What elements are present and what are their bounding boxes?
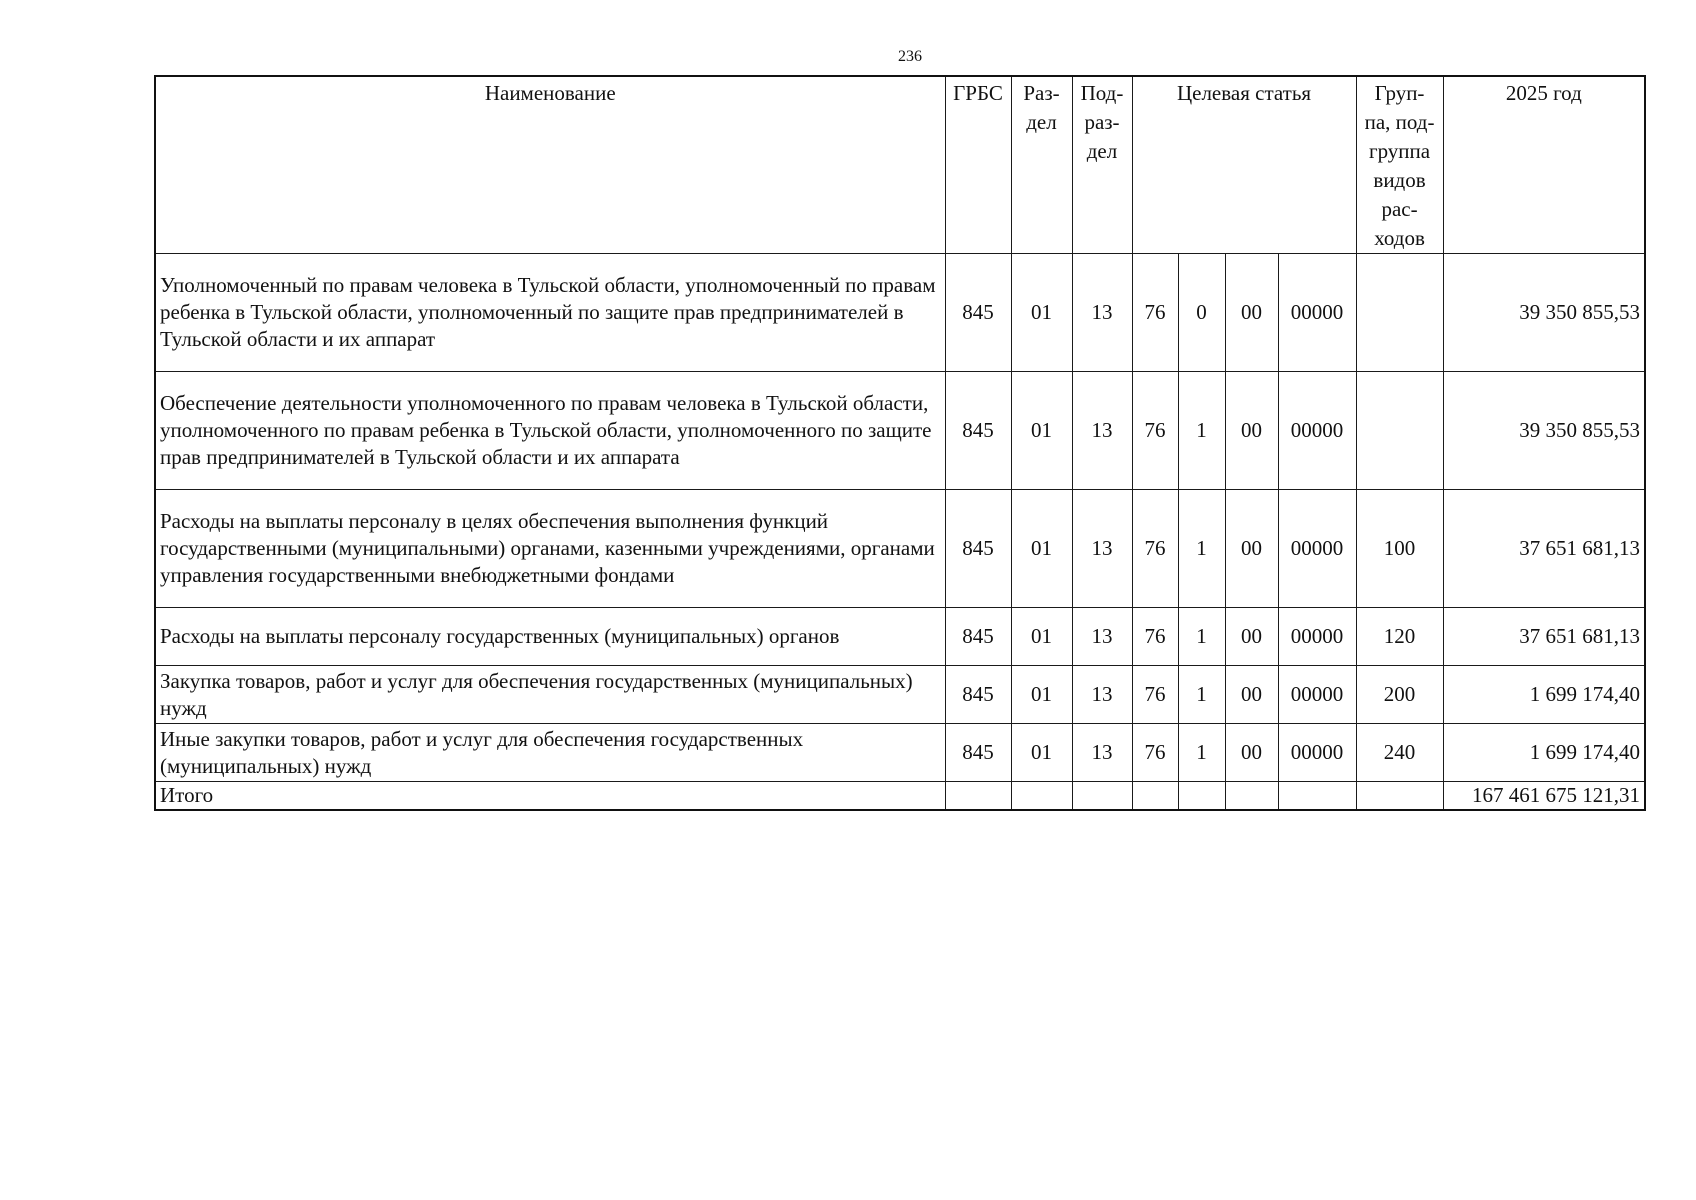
header-year: 2025 год xyxy=(1443,76,1645,254)
row-cs-program: 76 xyxy=(1132,666,1178,724)
row-cs-program: 76 xyxy=(1132,372,1178,490)
row-cs-subprogram: 00 xyxy=(1225,608,1278,666)
table-row xyxy=(155,254,1645,372)
header-name: Наименование xyxy=(155,76,945,254)
row-amount: 39 350 855,53 xyxy=(1443,254,1645,372)
row-cs-type: 1 xyxy=(1178,666,1225,724)
row-cs-program: 76 xyxy=(1132,490,1178,608)
row-cs-type: 1 xyxy=(1178,372,1225,490)
row-name: Иные закупки товаров, работ и услуг для обеспечения государственных (муниципальных) нужд xyxy=(155,724,945,782)
row-grbs: 845 xyxy=(945,372,1011,490)
row-amount: 37 651 681,13 xyxy=(1443,608,1645,666)
header-celevaya-statya: Целевая статья xyxy=(1132,76,1356,254)
row-grbs: 845 xyxy=(945,666,1011,724)
row-amount: 1 699 174,40 xyxy=(1443,724,1645,782)
row-cs-program: 76 xyxy=(1132,254,1178,372)
row-name: Расходы на выплаты персоналу в целях обеспечения выполнения функций государственными (муниципальными) органами, казенными учреждениями, органами управления государственными внебюджетными фондами xyxy=(155,490,945,608)
total-empty-cell xyxy=(1178,782,1225,811)
row-cs-subprogram: 00 xyxy=(1225,372,1278,490)
header-grbs: ГРБС xyxy=(945,76,1011,254)
row-vr xyxy=(1356,254,1443,372)
header-podrazdel: Под- раз- дел xyxy=(1072,76,1132,254)
row-grbs: 845 xyxy=(945,490,1011,608)
row-cs-program: 76 xyxy=(1132,608,1178,666)
row-name: Закупка товаров, работ и услуг для обеспечения государственных (муниципальных) нужд xyxy=(155,666,945,724)
table-row xyxy=(155,608,1645,666)
table-row xyxy=(155,724,1645,782)
total-amount: 167 461 675 121,31 xyxy=(1443,782,1645,811)
row-podrazdel: 13 xyxy=(1072,608,1132,666)
row-cs-subprogram: 00 xyxy=(1225,490,1278,608)
row-cs-direction: 00000 xyxy=(1278,254,1356,372)
row-vr: 100 xyxy=(1356,490,1443,608)
page-number: 236 xyxy=(898,48,922,65)
row-grbs: 845 xyxy=(945,608,1011,666)
total-empty-cell xyxy=(1356,782,1443,811)
total-empty-cell xyxy=(945,782,1011,811)
row-razdel: 01 xyxy=(1011,666,1072,724)
total-row xyxy=(155,782,1645,811)
row-amount: 37 651 681,13 xyxy=(1443,490,1645,608)
total-empty-cell xyxy=(1225,782,1278,811)
row-podrazdel: 13 xyxy=(1072,666,1132,724)
row-name: Расходы на выплаты персоналу государственных (муниципальных) органов xyxy=(155,608,945,666)
table-header-row xyxy=(155,76,1645,254)
row-vr: 120 xyxy=(1356,608,1443,666)
row-cs-type: 0 xyxy=(1178,254,1225,372)
row-name: Уполномоченный по правам человека в Тульской области, уполномоченный по правам ребенка в Тульской области, уполномоченный по защите прав предпринимателей в Тульской области и их аппарат xyxy=(155,254,945,372)
row-podrazdel: 13 xyxy=(1072,490,1132,608)
row-name: Обеспечение деятельности уполномоченного по правам человека в Тульской области, уполномоченного по правам ребенка в Тульской области, уполномоченного по защите прав предпринимателей в Тульской области и их аппарата xyxy=(155,372,945,490)
row-cs-direction: 00000 xyxy=(1278,666,1356,724)
row-cs-direction: 00000 xyxy=(1278,608,1356,666)
table-row xyxy=(155,490,1645,608)
row-grbs: 845 xyxy=(945,254,1011,372)
row-cs-subprogram: 00 xyxy=(1225,724,1278,782)
row-podrazdel: 13 xyxy=(1072,372,1132,490)
budget-table xyxy=(154,75,1646,811)
row-podrazdel: 13 xyxy=(1072,254,1132,372)
row-cs-type: 1 xyxy=(1178,608,1225,666)
header-razdel: Раз- дел xyxy=(1011,76,1072,254)
row-cs-program: 76 xyxy=(1132,724,1178,782)
row-razdel: 01 xyxy=(1011,724,1072,782)
row-vr: 240 xyxy=(1356,724,1443,782)
row-grbs: 845 xyxy=(945,724,1011,782)
total-empty-cell xyxy=(1278,782,1356,811)
row-podrazdel: 13 xyxy=(1072,724,1132,782)
row-amount: 1 699 174,40 xyxy=(1443,666,1645,724)
row-vr: 200 xyxy=(1356,666,1443,724)
total-empty-cell xyxy=(1011,782,1072,811)
table-row xyxy=(155,372,1645,490)
header-gruppa-vidov-rashodov: Груп- па, под- группа видов рас- ходов xyxy=(1356,76,1443,254)
row-cs-direction: 00000 xyxy=(1278,724,1356,782)
row-amount: 39 350 855,53 xyxy=(1443,372,1645,490)
total-label: Итого xyxy=(155,782,945,811)
row-cs-type: 1 xyxy=(1178,724,1225,782)
row-razdel: 01 xyxy=(1011,490,1072,608)
row-cs-type: 1 xyxy=(1178,490,1225,608)
row-vr xyxy=(1356,372,1443,490)
row-razdel: 01 xyxy=(1011,254,1072,372)
row-cs-direction: 00000 xyxy=(1278,490,1356,608)
total-empty-cell xyxy=(1072,782,1132,811)
row-razdel: 01 xyxy=(1011,608,1072,666)
total-empty-cell xyxy=(1132,782,1178,811)
row-cs-direction: 00000 xyxy=(1278,372,1356,490)
row-cs-subprogram: 00 xyxy=(1225,254,1278,372)
row-cs-subprogram: 00 xyxy=(1225,666,1278,724)
row-razdel: 01 xyxy=(1011,372,1072,490)
table-row xyxy=(155,666,1645,724)
